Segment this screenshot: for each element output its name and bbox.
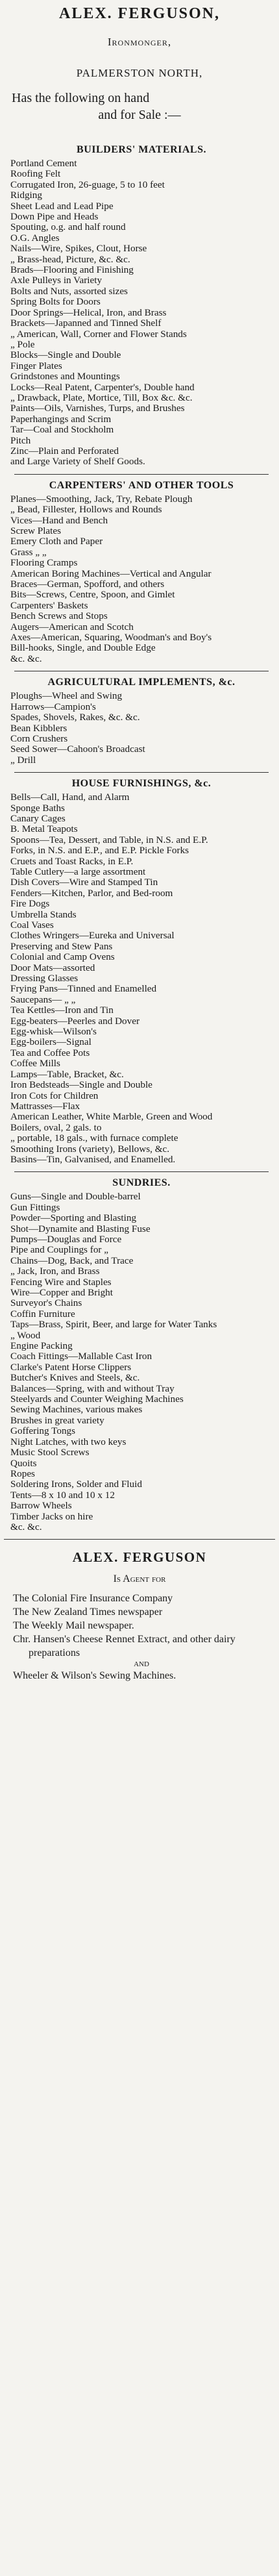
list-item: Harrows—Campion's: [10, 701, 96, 712]
list-item: Screw Plates: [10, 525, 62, 536]
list-item: Door Springs—Helical, Iron, and Brass: [10, 306, 167, 318]
list-item: Barrow Wheels: [10, 1500, 72, 1512]
agency-line: The Colonial Fire Insurance Company: [13, 1593, 173, 1605]
list-item: Tea and Coffee Pots: [10, 1047, 90, 1058]
list-item: Grindstones and Mountings: [10, 371, 120, 382]
list-item: Mattrasses—Flax: [10, 1100, 80, 1112]
shop-location: PALMERSTON NORTH,: [76, 67, 203, 79]
list-item: Door Mats—assorted: [10, 962, 95, 973]
list-item: Blocks—Single and Double: [10, 349, 121, 361]
list-item: „ Brass-head, Picture, &c. &c.: [10, 253, 130, 265]
list-item: Vices—Hand and Bench: [10, 514, 108, 526]
section-title: SUNDRIES.: [112, 1177, 171, 1189]
list-item: Axes—American, Squaring, Woodman's and Boy's: [10, 632, 212, 644]
list-item: Bill-hooks, Single, and Double Edge: [10, 642, 156, 654]
list-item: Iron Bedsteads—Single and Double: [10, 1079, 152, 1091]
list-item: and Large Variety of Shelf Goods.: [10, 456, 145, 468]
list-item: Finger Plates: [10, 360, 62, 371]
ad-header: [0, 0, 279, 123]
list-item: Pumps—Douglas and Force: [10, 1233, 122, 1245]
list-item: Ropes: [10, 1468, 35, 1479]
list-item: Egg-beaters—Peerles and Dover: [10, 1015, 140, 1027]
list-item: Chains—Dog, Back, and Trace: [10, 1255, 134, 1266]
list-item: B. Metal Teapots: [10, 823, 78, 835]
list-item: Guns—Single and Double-barrel: [10, 1191, 141, 1203]
shop-name: ALEX. FERGUSON,: [58, 5, 221, 22]
list-item: Tents—8 x 10 and 10 x 12: [10, 1489, 115, 1501]
list-item: Wire—Copper and Bright: [10, 1287, 113, 1298]
list-item: Bits—Screws, Centre, Spoon, and Gimlet: [10, 589, 175, 601]
agency-line: Chr. Hansen's Cheese Rennet Extract, and other dairy preparations: [13, 1634, 236, 1659]
list-item: Sponge Baths: [10, 802, 65, 814]
list-item: Egg-whisk—Wilson's: [10, 1026, 97, 1038]
list-item: Brads—Flooring and Finishing: [10, 264, 134, 276]
section-0: [0, 123, 279, 468]
list-item: Frying Pans—Tinned and Enamelled: [10, 983, 157, 995]
list-item: Dish Covers—Wire and Stamped Tin: [10, 877, 158, 888]
list-item: Clarke's Patent Horse Clippers: [10, 1361, 132, 1373]
list-item: Pipe and Couplings for „: [10, 1244, 109, 1256]
list-item: Shot—Dynamite and Blasting Fuse: [10, 1223, 151, 1234]
list-item: Spouting, o.g. and half round: [10, 221, 126, 233]
list-item: Fire Dogs: [10, 898, 50, 910]
list-item: Grass „ „: [10, 546, 47, 558]
list-item: Balances—Spring, with and without Tray: [10, 1382, 175, 1394]
list-item: Coffin Furniture: [10, 1308, 75, 1319]
list-item: Bolts and Nuts, assorted sizes: [10, 285, 128, 297]
list-item: Goffering Tongs: [10, 1425, 76, 1437]
list-item: Tar—Coal and Stockholm: [10, 424, 114, 436]
list-item: Seed Sower—Cahoon's Broadcast: [10, 744, 145, 755]
list-item: „ Wood: [10, 1329, 41, 1341]
ad-footer: [0, 1539, 279, 1682]
list-item: Sheet Lead and Lead Pipe: [10, 200, 114, 212]
list-item: Lamps—Table, Bracket, &c.: [10, 1068, 124, 1080]
list-item: Powder—Sporting and Blasting: [10, 1212, 137, 1224]
list-item: Night Latches, with two keys: [10, 1436, 127, 1447]
section-4: [0, 1171, 279, 1532]
headline-line-2: and for Sale :—: [98, 108, 181, 122]
section-item-list: [10, 792, 273, 1165]
list-item: „ Drawback, Plate, Mortice, Till, Box &c. &c.: [10, 392, 193, 403]
list-item: Egg-boilers—Signal: [10, 1036, 91, 1048]
list-item: Spades, Shovels, Rakes, &c. &c.: [10, 712, 140, 723]
list-item: Steelyards and Counter Weighing Machines: [10, 1394, 184, 1405]
list-item: Canary Cages: [10, 812, 66, 824]
section-item-list: [10, 1192, 273, 1532]
list-item: Saucepans— „ „: [10, 994, 76, 1005]
list-item: Table Cutlery—a large assortment: [10, 866, 146, 877]
list-item: Brushes in great variety: [10, 1414, 104, 1426]
list-item: „ Drill: [10, 754, 36, 766]
section-3: [0, 772, 279, 1165]
agency-line: The Weekly Mail newspaper.: [13, 1620, 134, 1632]
section-title: AGRICULTURAL IMPLEMENTS, &c.: [47, 677, 236, 688]
list-item: Roofing Felt: [10, 168, 61, 180]
agency-line: Wheeler & Wilson's Sewing Machines.: [13, 1670, 176, 1682]
list-item: Spoons—Tea, Dessert, and Table, in N.S. and E.P.: [10, 834, 208, 845]
list-item: Gun Fittings: [10, 1201, 60, 1213]
section-item-list: [10, 691, 273, 766]
list-item: Forks, in N.S. and E.P., and E.P. Pickle Forks: [10, 845, 189, 857]
list-item: „ Pole: [10, 338, 35, 350]
list-item: Spring Bolts for Doors: [10, 296, 101, 308]
list-item: Preserving and Stew Pans: [10, 940, 113, 952]
list-item: Nails—Wire, Spikes, Clout, Horse: [10, 243, 147, 255]
list-item: Bench Screws and Stops: [10, 610, 108, 622]
list-item: Coal Vases: [10, 919, 54, 931]
list-item: Planes—Smoothing, Jack, Try, Rebate Plough: [10, 493, 193, 505]
list-item: „ portable, 18 gals., with furnace complete: [10, 1132, 178, 1144]
list-item: Axle Pulleys in Variety: [10, 275, 103, 286]
list-item: Umbrella Stands: [10, 908, 77, 920]
list-item: Smoothing Irons (variety), Bellows, &c.: [10, 1143, 170, 1155]
list-item: Music Stool Screws: [10, 1447, 90, 1458]
list-item: Ploughs—Wheel and Swing: [10, 690, 123, 702]
list-item: „ Bead, Fillester, Hollows and Rounds: [10, 504, 162, 516]
section-1: [0, 474, 279, 665]
list-item: Iron Cots for Children: [10, 1090, 99, 1101]
list-item: Bells—Call, Hand, and Alarm: [10, 792, 130, 803]
section-title: CARPENTERS' AND OTHER TOOLS: [49, 479, 234, 491]
list-item: Tea Kettles—Iron and Tin: [10, 1005, 114, 1016]
list-item: Corrugated Iron, 26-guage, 5 to 10 feet: [10, 179, 165, 190]
list-item: Flooring Cramps: [10, 557, 78, 569]
list-item: Fenders—Kitchen, Parlor, and Bed-room: [10, 887, 173, 899]
section-item-list: [10, 494, 273, 665]
list-item: Quoits: [10, 1457, 37, 1469]
list-item: Paints—Oils, Varnishes, Turps, and Brushes: [10, 403, 185, 414]
footer-divider: [4, 1539, 275, 1540]
list-item: Brackets—Japanned and Tinned Shelf: [10, 318, 162, 329]
list-item: Emery Cloth and Paper: [10, 536, 103, 547]
list-item: Colonial and Camp Ovens: [10, 951, 115, 963]
headline-line-1: Has the following on hand: [12, 91, 150, 105]
list-item: Paperhangings and Scrim: [10, 413, 112, 425]
list-item: Coach Fittings—Mallable Cast Iron: [10, 1351, 152, 1362]
list-item: Soldering Irons, Solder and Fluid: [10, 1479, 142, 1490]
list-item: Boilers, oval, 2 gals. to: [10, 1121, 102, 1133]
list-item: Basins—Tin, Galvanised, and Enamelled.: [10, 1153, 176, 1165]
list-item: Taps—Brass, Spirit, Beer, and large for Water Tanks: [10, 1319, 217, 1331]
section-title: HOUSE FURNISHINGS, &c.: [71, 778, 212, 790]
list-item: Corn Crushers: [10, 732, 68, 744]
agency-list: [13, 1592, 270, 1682]
agency-line: The New Zealand Times newspaper: [13, 1607, 163, 1618]
list-item: Carpenters' Baskets: [10, 599, 88, 611]
agency-line: AND: [134, 1660, 149, 1669]
section-title: BUILDERS' MATERIALS.: [77, 144, 206, 155]
list-item: Engine Packing: [10, 1340, 73, 1352]
list-item: Timber Jacks on hire: [10, 1510, 93, 1522]
list-item: „ American, Wall, Corner and Flower Stands: [10, 328, 187, 340]
list-item: Fencing Wire and Staples: [10, 1276, 112, 1288]
list-item: Dressing Glasses: [10, 973, 79, 984]
list-item: American Boring Machines—Vertical and Angular: [10, 568, 212, 579]
list-item: &c. &c.: [10, 1521, 42, 1532]
list-item: Zinc—Plain and Perforated: [10, 445, 119, 456]
list-item: American Leather, White Marble, Green and Wood: [10, 1111, 213, 1123]
section-2: [0, 671, 279, 766]
list-item: Pitch: [10, 434, 31, 446]
list-item: Clothes Wringers—Eureka and Universal: [10, 930, 175, 942]
list-item: Butcher's Knives and Steels, &c.: [10, 1372, 140, 1384]
list-item: Portland Cement: [10, 158, 77, 169]
agent-for-heading: Is Agent for: [113, 1573, 166, 1585]
list-item: O.G. Angles: [10, 232, 60, 244]
list-item: Surveyor's Chains: [10, 1297, 82, 1309]
footer-shop-name: ALEX. FERGUSON: [72, 1549, 207, 1566]
list-item: Sewing Machines, various makes: [10, 1404, 143, 1416]
section-item-list: [10, 158, 273, 468]
product-sections: [0, 123, 279, 1532]
list-item: „ Jack, Iron, and Brass: [10, 1266, 100, 1277]
shop-trade: Ironmonger,: [107, 36, 172, 48]
list-item: Ridging: [10, 190, 42, 201]
list-item: Augers—American and Scotch: [10, 621, 134, 632]
list-item: Down Pipe and Heads: [10, 211, 99, 223]
list-item: Bean Kibblers: [10, 722, 67, 734]
list-item: &c. &c.: [10, 653, 42, 664]
list-item: Locks—Real Patent, Carpenter's, Double hand: [10, 381, 195, 393]
list-item: Coffee Mills: [10, 1058, 60, 1069]
list-item: Cruets and Toast Racks, in E.P.: [10, 855, 134, 867]
list-item: Braces—German, Spofford, and others: [10, 579, 165, 590]
